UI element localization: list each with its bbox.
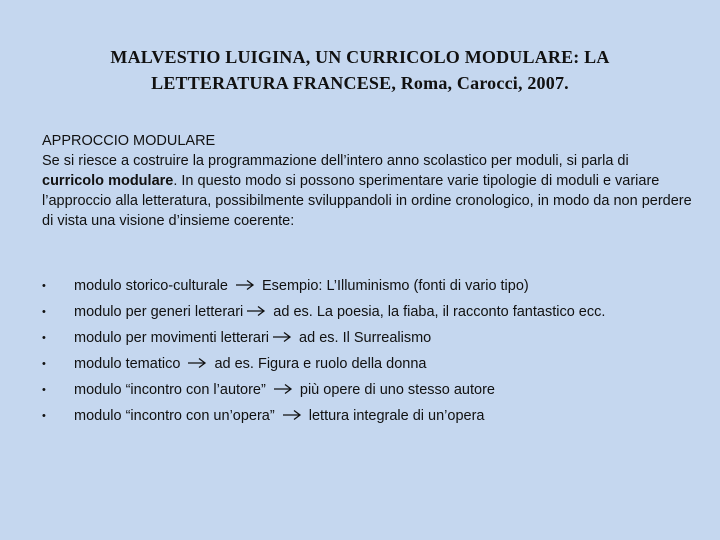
list-item bbox=[42, 325, 692, 351]
title-line-2: LETTERATURA FRANCESE, Roma, Carocci, 2007. bbox=[151, 73, 569, 93]
content-body bbox=[42, 131, 692, 231]
list-item-detail: ad es. Figura e ruolo della donna bbox=[210, 356, 427, 372]
list-item bbox=[42, 403, 692, 429]
list-item bbox=[42, 273, 692, 299]
arrow-right-icon bbox=[272, 331, 292, 343]
arrow-right-icon bbox=[187, 357, 207, 369]
arrow-right-icon bbox=[246, 305, 266, 317]
list-item-detail: lettura integrale di un’opera bbox=[304, 408, 485, 424]
paragraph-bold-term: curricolo modulare bbox=[42, 173, 174, 189]
paragraph-text-1: Se si riesce a costruire la programmazione dell’intero anno scolastico per moduli, si parla di bbox=[42, 153, 629, 169]
list-item-text: modulo storico-culturale bbox=[74, 278, 232, 294]
list-item-detail: ad es. La poesia, la fiaba, il racconto fantastico ecc. bbox=[269, 304, 606, 320]
list-item-detail: ad es. Il Surrealismo bbox=[295, 330, 432, 346]
slide-title bbox=[60, 44, 660, 96]
arrow-right-icon bbox=[235, 279, 255, 291]
section-heading: APPROCCIO MODULARE bbox=[42, 133, 216, 149]
bullet-icon: • bbox=[42, 384, 46, 396]
arrow-right-icon bbox=[273, 383, 293, 395]
list-item-text: modulo “incontro con l’autore” bbox=[74, 382, 270, 398]
bullet-icon: • bbox=[42, 306, 46, 318]
list-item bbox=[42, 299, 692, 325]
list-item bbox=[42, 351, 692, 377]
bullet-icon: • bbox=[42, 280, 46, 292]
bullet-icon: • bbox=[42, 410, 46, 422]
list-item-detail: più opere di uno stesso autore bbox=[295, 382, 495, 398]
paragraph-text-2: . In questo modo si possono sperimentare varie tipologie di moduli e variare l’approccio alla letteratura, possibilmente sviluppandoli in ordine cronologico, in modo da non perdere di vista una visione d’insieme coerente: bbox=[42, 173, 692, 229]
module-list bbox=[42, 273, 692, 429]
list-item-text: modulo “incontro con un’opera” bbox=[74, 408, 279, 424]
title-line-1: MALVESTIO LUIGINA, UN CURRICOLO MODULARE: LA bbox=[110, 47, 610, 67]
list-item-text: modulo tematico bbox=[74, 356, 185, 372]
section-paragraph bbox=[42, 151, 692, 231]
list-item-text: modulo per generi letterari bbox=[74, 304, 244, 320]
arrow-right-icon bbox=[282, 409, 302, 421]
list-item-text: modulo per movimenti letterari bbox=[74, 330, 270, 346]
bullet-icon: • bbox=[42, 332, 46, 344]
bullet-icon: • bbox=[42, 358, 46, 370]
list-item-detail: Esempio: L’Illuminismo (fonti di vario tipo) bbox=[257, 278, 529, 294]
list-item bbox=[42, 377, 692, 403]
